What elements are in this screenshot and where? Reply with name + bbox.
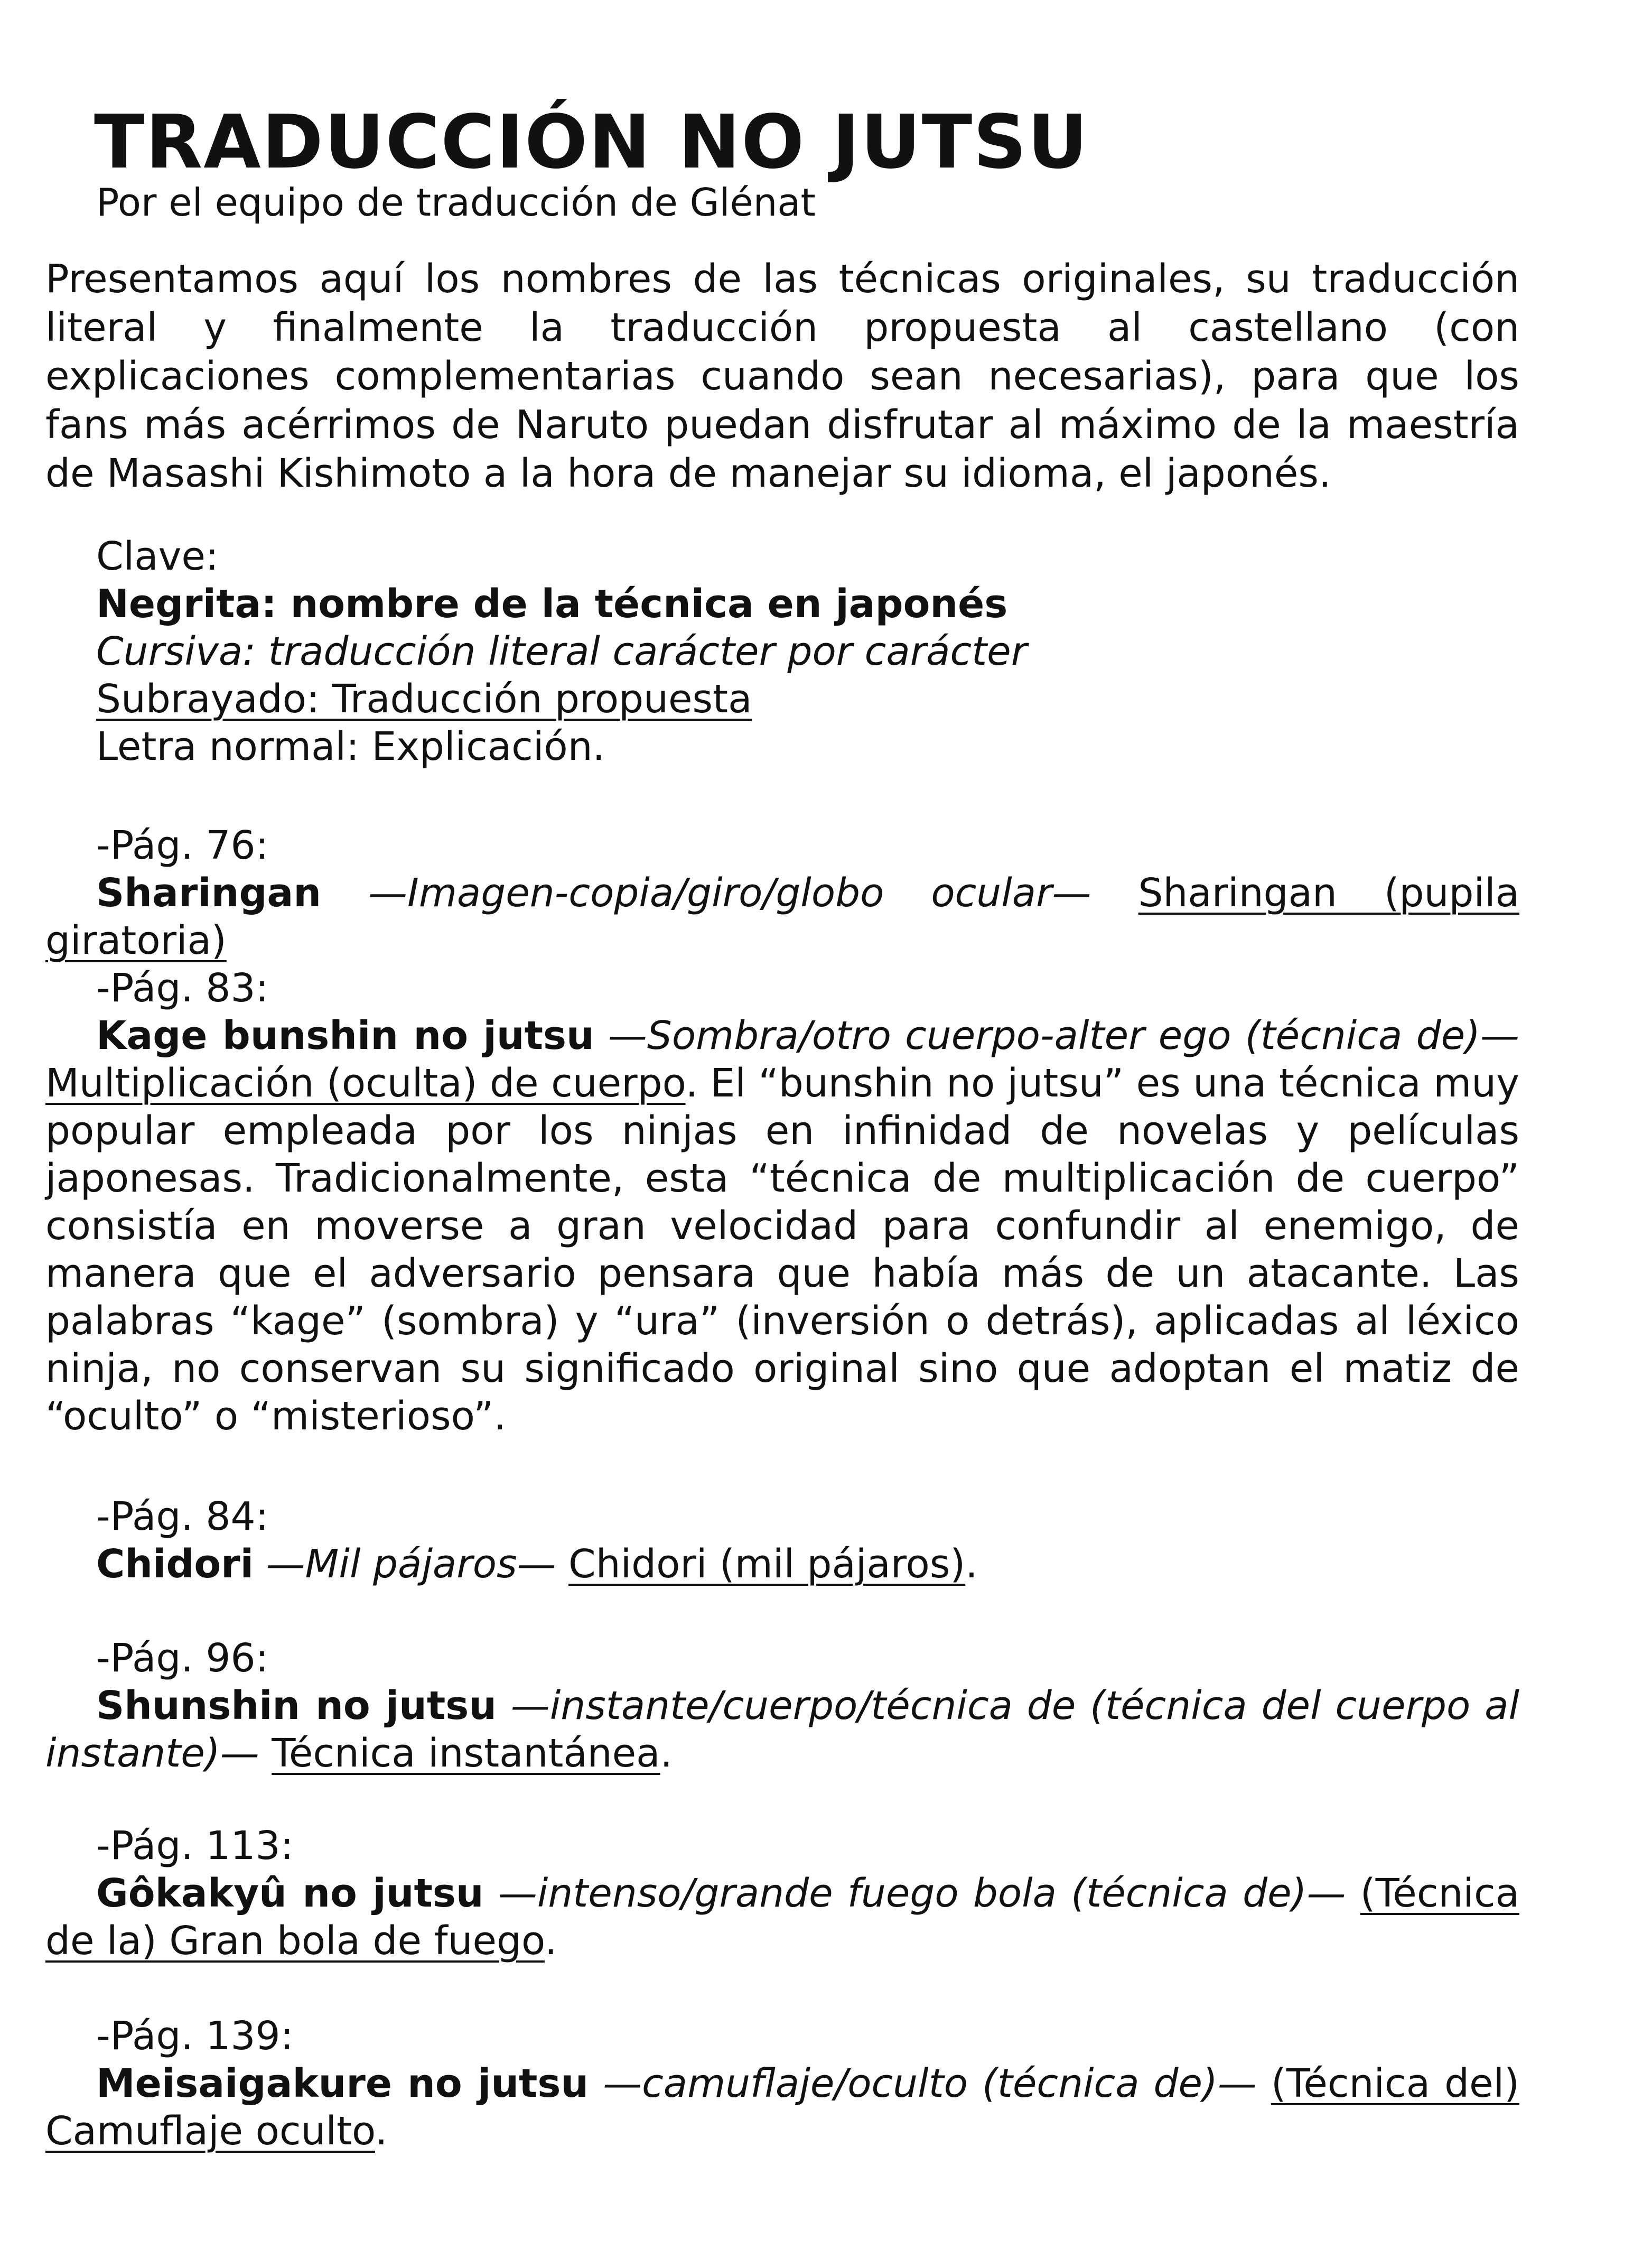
entry-pag-139 [45, 2012, 1519, 2155]
legend-italic-line: Cursiva: traducción literal carácter por carácter [96, 629, 1028, 674]
entry-pag-113 [45, 1822, 1519, 1965]
legend-underline-line: Subrayado: Traducción propuesta [96, 676, 752, 722]
entry-technique-name: Sharingan [96, 870, 322, 916]
entry-body [45, 1682, 1519, 1777]
entry-proposed-translation: Multiplicación (oculta) de cuerpo [45, 1061, 686, 1106]
entry-proposed-translation: Sharingan (pupila giratoria) [45, 870, 1519, 963]
entry-literal-translation: —intenso/grande fuego bola (técnica de)— [483, 1871, 1360, 1916]
legend-heading: Clave: [96, 534, 219, 579]
page-subtitle: Por el equipo de traducción de Glénat [96, 180, 816, 225]
entry-pag-84 [45, 1493, 1519, 1588]
legend [96, 533, 1523, 770]
entry-technique-name: Chidori [96, 1541, 254, 1587]
page-title: TRADUCCIÓN NO JUTSU [94, 99, 1089, 185]
entry-explanation: . [544, 1918, 557, 1964]
entry-technique-name: Gôkakyû no jutsu [96, 1871, 484, 1916]
entry-literal-translation: —instante/cuerpo/técnica de (técnica del cuerpo al instante)— [45, 1683, 1519, 1776]
entry-body [45, 2060, 1519, 2155]
intro-paragraph: Presentamos aquí los nombres de las técnicas originales, su traducción literal y finalmente la traducción propuesta al castellano (con explicaciones complementarias cuando sean necesarias), para que los fans más acérrimos de Naruto puedan disfrutar al máximo de la maestría de Masashi Kishimoto a la hora de manejar su idioma, el japonés. [45, 256, 1519, 496]
entry-page-label: -Pág. 139: [96, 2013, 294, 2059]
entry-body [45, 1870, 1519, 1965]
entry-proposed-translation: Técnica instantánea [272, 1731, 660, 1776]
entry-pag-96 [45, 1634, 1519, 1777]
entry-proposed-translation: Chidori (mil pájaros) [568, 1541, 966, 1587]
entry-technique-name: Kage bunshin no jutsu [96, 1013, 594, 1058]
entry-page-label: -Pág. 113: [96, 1823, 294, 1869]
entry-explanation: . El “bunshin no jutsu” es una técnica muy popular empleada por los ninjas en infinidad de novelas y películas japonesas. Tradicionalmente, esta “técnica de multiplicación de cuerpo” consistía en moverse a gran velocidad para confundir al enemigo, de manera que el adversario pensara que había más de un atacante. Las palabras “kage” (sombra) y “ura” (inversión o detrás), aplicadas al léxico ninja, no conservan su significado original sino que adoptan el matiz de “oculto” o “misterioso”. [45, 1061, 1519, 1439]
entry-literal-translation: —camuflaje/oculto (técnica de)— [589, 2061, 1271, 2106]
legend-normal-line: Letra normal: Explicación. [96, 724, 605, 769]
entry-explanation: . [965, 1541, 978, 1587]
legend-bold-line: Negrita: nombre de la técnica en japonés [96, 581, 1008, 627]
entry-page-label: -Pág. 84: [96, 1494, 269, 1539]
entry-page-label: -Pág. 76: [96, 823, 269, 868]
entry-literal-translation: —Mil pájaros— [254, 1541, 569, 1587]
entry-technique-name: Meisaigakure no jutsu [96, 2061, 589, 2106]
entry-body [45, 869, 1519, 964]
entry-pag-83 [45, 964, 1519, 1440]
entry-pag-76 [45, 822, 1519, 964]
entry-explanation: . [375, 2108, 388, 2154]
entry-proposed-translation: (Técnica del) Camuflaje oculto [45, 2061, 1519, 2154]
entry-page-label: -Pág. 83: [96, 965, 269, 1011]
entry-proposed-translation: (Técnica de la) Gran bola de fuego [45, 1871, 1519, 1964]
entry-literal-translation: —Imagen-copia/giro/globo ocular— [321, 870, 1138, 916]
entry-page-label: -Pág. 96: [96, 1635, 269, 1681]
entry-body [45, 1540, 1519, 1588]
entry-technique-name: Shunshin no jutsu [96, 1683, 497, 1728]
entry-literal-translation: —Sombra/otro cuerpo-alter ego (técnica de)— [594, 1013, 1519, 1058]
entry-body [45, 1012, 1519, 1440]
entry-explanation: . [660, 1731, 673, 1776]
